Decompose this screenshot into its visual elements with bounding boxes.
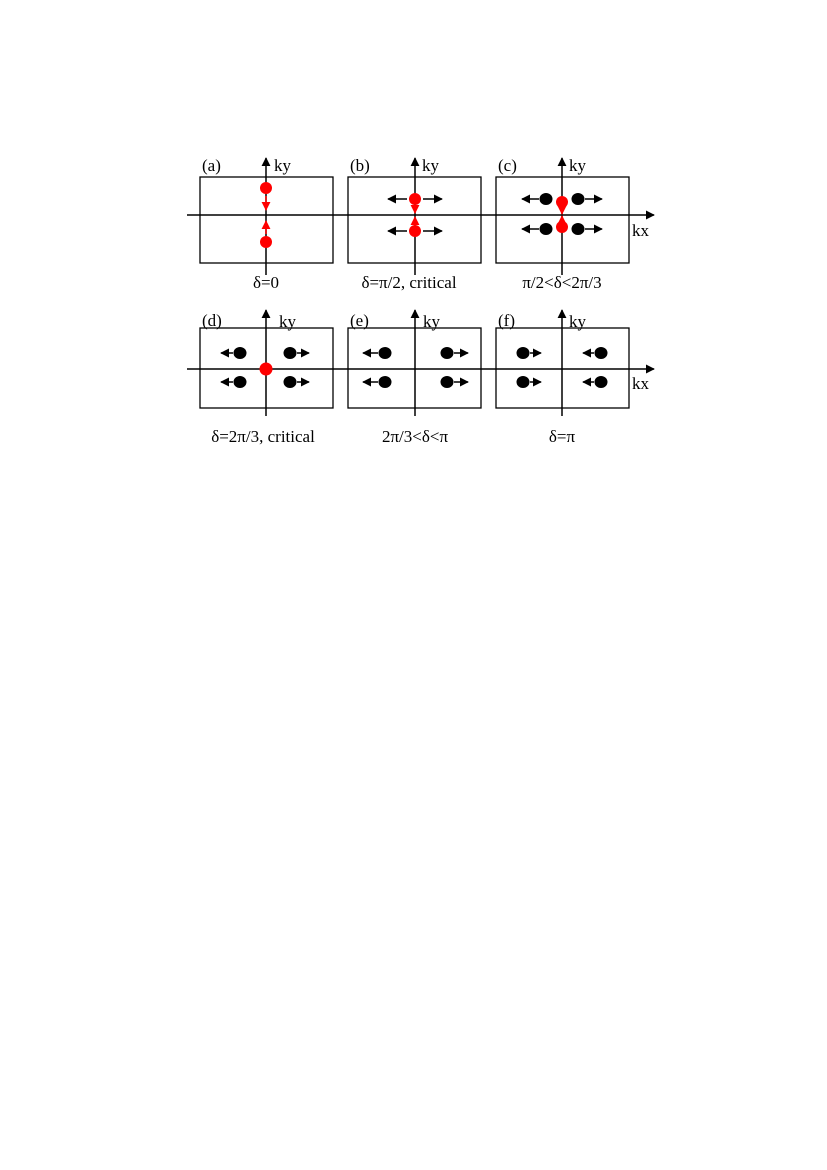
panel-a-caption: δ=0 — [252, 273, 280, 292]
panel-c-black-point-bl — [540, 223, 553, 235]
panel-b-caption: δ=π/2, critical — [361, 273, 457, 292]
panel-e — [348, 310, 481, 446]
panel-f — [496, 310, 629, 446]
panel-c-black-point-tl — [540, 193, 553, 205]
panel-c-black-point-tr — [572, 193, 585, 205]
panel-d-ky-label: ky — [279, 312, 296, 331]
panel-f-black-point-br — [595, 376, 608, 388]
panel-c-black-point-br — [572, 223, 585, 235]
panel-e-black-point-tl — [379, 347, 392, 359]
panel-e-label: (e) — [350, 311, 369, 330]
panel-b-label: (b) — [350, 156, 370, 175]
panel-a-red-point-bottom — [260, 236, 272, 248]
panel-d-black-point-tl — [234, 347, 247, 359]
panel-d-black-point-bl — [234, 376, 247, 388]
panel-d-black-point-br — [284, 376, 297, 388]
panel-c — [496, 156, 629, 292]
panel-d-label: (d) — [202, 311, 222, 330]
panel-d-red-point-center — [260, 363, 273, 376]
panel-c-caption: π/2<δ<2π/3 — [522, 273, 602, 292]
panel-f-black-point-tl — [517, 347, 530, 359]
panel-e-black-point-br — [441, 376, 454, 388]
kx-axis-label-row2: kx — [632, 374, 649, 393]
panel-b-red-point-top — [409, 193, 421, 205]
panel-e-caption: 2π/3<δ<π — [381, 427, 449, 446]
panel-f-label: (f) — [498, 311, 515, 330]
panel-d — [200, 310, 333, 446]
panel-f-black-point-bl — [517, 376, 530, 388]
panel-d-caption: δ=2π/3, critical — [211, 427, 315, 446]
panel-f-black-point-tr — [595, 347, 608, 359]
panel-a — [200, 156, 333, 292]
kx-axis-label-row1: kx — [632, 221, 649, 240]
panel-d-black-point-tr — [284, 347, 297, 359]
panel-c-ky-label: ky — [569, 156, 586, 175]
panel-a-red-point-top — [260, 182, 272, 194]
panel-f-caption: δ=π — [548, 427, 576, 446]
panel-e-ky-label: ky — [423, 312, 440, 331]
panel-b-red-point-bottom — [409, 225, 421, 237]
panel-b-ky-label: ky — [422, 156, 439, 175]
panel-f-ky-label: ky — [569, 312, 586, 331]
panel-c-label: (c) — [498, 156, 517, 175]
panel-b — [348, 156, 481, 292]
panel-e-black-point-tr — [441, 347, 454, 359]
panel-a-ky-label: ky — [274, 156, 291, 175]
panel-c-red-point-top — [556, 196, 568, 208]
panel-c-red-point-bottom — [556, 221, 568, 233]
panel-a-label: (a) — [202, 156, 221, 175]
panel-e-black-point-bl — [379, 376, 392, 388]
